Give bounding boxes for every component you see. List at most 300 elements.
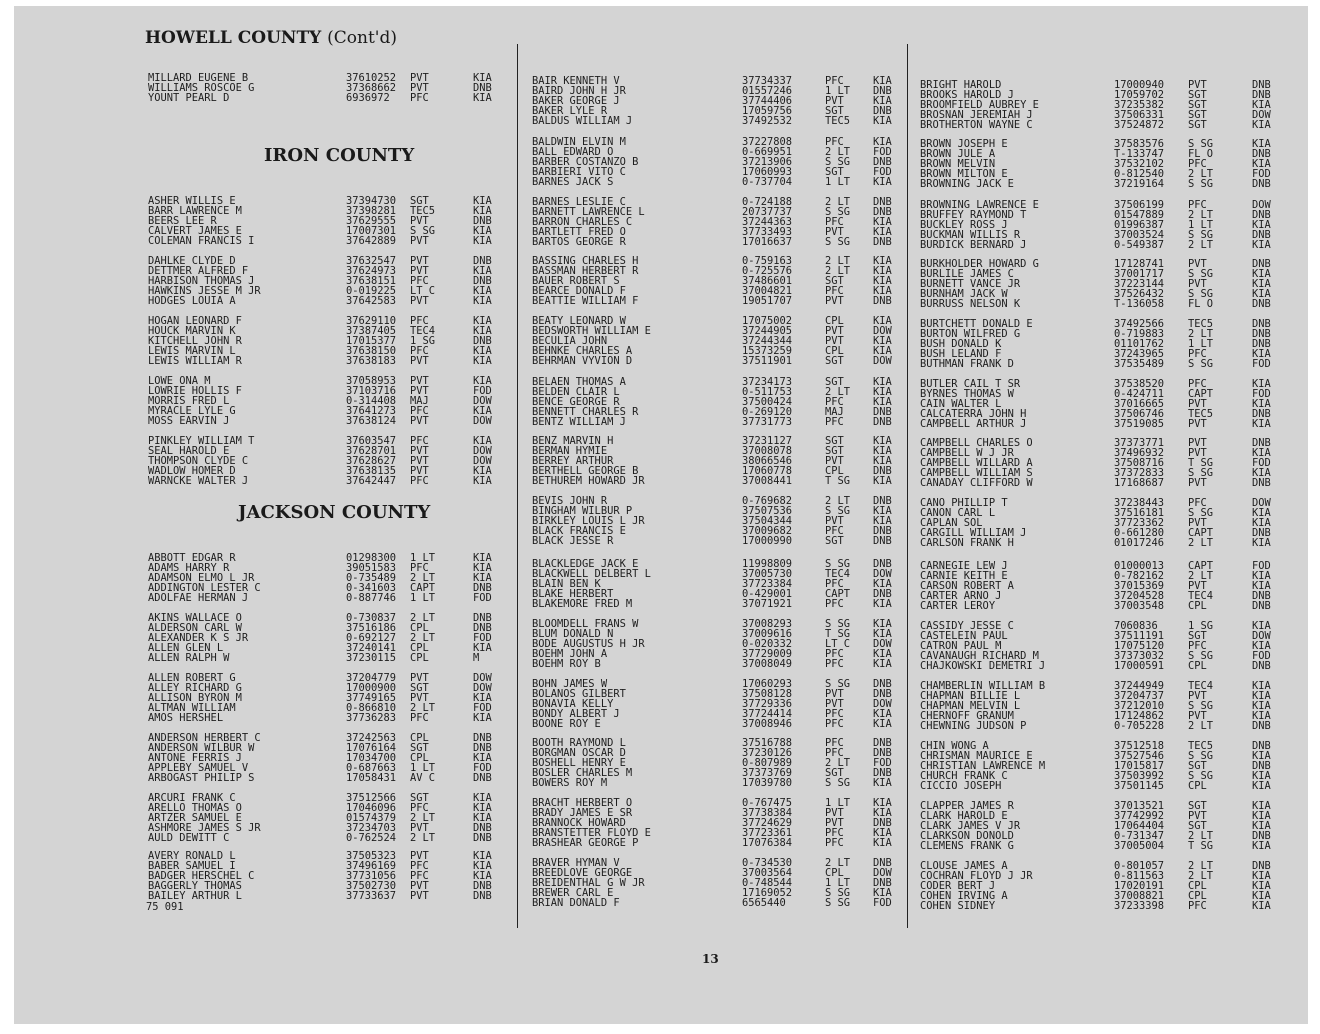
entry-rank: S SG [1188, 750, 1214, 762]
entry-status: DNB [873, 85, 892, 97]
entry-name: CLARK JAMES V JR [920, 820, 1021, 832]
entry-serial: 0-669951 [742, 146, 793, 158]
entry-serial: 0-687663 [346, 762, 397, 774]
entry-name: BRACHT HERBERT O [532, 797, 633, 809]
entry-name: ANTONE FERRIS J [148, 752, 242, 764]
entry-rank: SGT [825, 166, 844, 178]
entry-serial: 37506746 [1114, 408, 1165, 420]
entry-status: KIA [873, 75, 892, 87]
entry-rank: SGT [1188, 89, 1207, 101]
entry-name: BOLANOS GILBERT [532, 688, 626, 700]
entry-name: CLEMENS FRANK G [920, 840, 1014, 852]
entry-name: BEATY LEONARD W [532, 315, 626, 327]
entry-serial: 17015817 [1114, 760, 1165, 772]
entry-status: KIA [1252, 268, 1271, 280]
entry-rank: PFC [410, 275, 429, 287]
entry-serial: 15373259 [742, 345, 793, 357]
entry-serial: 37638135 [346, 465, 397, 477]
entry-rank: S SG [825, 206, 851, 218]
entry-rank: 2 LT [825, 255, 851, 267]
entry-status: DNB [1252, 298, 1271, 310]
entry-serial: 01996387 [1114, 219, 1165, 231]
entry-serial: 17046096 [346, 802, 397, 814]
entry-rank: 2 LT [1188, 209, 1214, 221]
entry-serial: 37219164 [1114, 178, 1165, 190]
entry-status: KIA [1252, 840, 1271, 852]
entry-rank: 2 LT [825, 386, 851, 398]
entry-status: KIA [873, 345, 892, 357]
entry-rank: S SG [825, 887, 851, 899]
entry-rank: LT C [410, 285, 436, 297]
entry-status: KIA [1252, 800, 1271, 812]
entry-rank: SGT [1188, 119, 1207, 131]
entry-status: DOW [873, 867, 892, 879]
entry-status: KIA [473, 235, 492, 247]
entry-name: HODGES LOUIA A [148, 295, 236, 307]
entry-status: FOD [1252, 650, 1271, 662]
entry-rank: PFC [825, 525, 844, 537]
entry-name: ALLISON BYRON M [148, 692, 242, 704]
entry-rank: 2 LT [1188, 239, 1214, 251]
entry-name: BORGMAN OSCAR D [532, 747, 626, 759]
entry-rank: SGT [1188, 99, 1207, 111]
entry-rank: 2 LT [825, 265, 851, 277]
entry-status: KIA [473, 475, 492, 487]
entry-serial: 17059756 [742, 105, 793, 117]
entry-serial: 37387405 [346, 325, 397, 337]
entry-status: DNB [873, 588, 892, 600]
entry-name: BABER SAMUEL I [148, 860, 236, 872]
entry-name: COHEN IRVING A [920, 890, 1008, 902]
entry-serial: 37736283 [346, 712, 397, 724]
entry-status: KIA [1252, 710, 1271, 722]
entry-name: BRASHEAR GEORGE P [532, 837, 639, 849]
entry-rank: PVT [1188, 418, 1207, 430]
entry-rank: PFC [825, 136, 844, 148]
entry-rank: 2 LT [410, 702, 436, 714]
entry-serial: 37013521 [1114, 800, 1165, 812]
entry-status: DNB [1252, 338, 1271, 350]
entry-status: KIA [1252, 870, 1271, 882]
entry-name: CHAPMAN BILLIE L [920, 690, 1021, 702]
entry-name: BEVIS JOHN R [532, 495, 608, 507]
entry-name: BADGER HERSCHEL C [148, 870, 255, 882]
entry-serial: 37492566 [1114, 318, 1165, 330]
entry-rank: CPL [825, 315, 844, 327]
entry-serial: 37373032 [1114, 650, 1165, 662]
entry-serial: 0-724188 [742, 196, 793, 208]
entry-serial: 37234173 [742, 376, 793, 388]
entry-serial: 37638151 [346, 275, 397, 287]
entry-name: BOWERS ROY M [532, 777, 608, 789]
entry-serial: 17060293 [742, 678, 793, 690]
entry-status: KIA [873, 315, 892, 327]
entry-rank: S SG [825, 777, 851, 789]
entry-name: BROOKS HAROLD J [920, 89, 1014, 101]
entry-rank: 2 LT [1188, 570, 1214, 582]
entry-rank: SGT [825, 767, 844, 779]
entry-name: MOSS EARVIN J [148, 415, 230, 427]
entry-rank: PVT [410, 355, 429, 367]
entry-rank: PVT [410, 265, 429, 277]
entry-name: ALDERSON CARL W [148, 622, 242, 634]
entry-rank: CPL [1188, 890, 1207, 902]
entry-name: CHAJKOWSKI DEMETRI J [920, 660, 1046, 672]
entry-status: DNB [873, 877, 892, 889]
entry-status: KIA [1252, 219, 1271, 231]
entry-rank: PVT [825, 295, 844, 307]
entry-name: CHRISMAN MAURICE E [920, 750, 1033, 762]
entry-serial: 37505323 [346, 850, 397, 862]
entry-name: CARSON ROBERT A [920, 580, 1014, 592]
entry-name: LOWE ONA M [148, 375, 211, 387]
entry-status: DNB [1252, 830, 1271, 842]
entry-name: BREWER CARL E [532, 887, 614, 899]
entry-serial: 37015369 [1114, 580, 1165, 592]
entry-rank: PVT [1188, 258, 1207, 270]
entry-serial: 17000591 [1114, 660, 1165, 672]
entry-name: BROWN MILTON E [920, 168, 1008, 180]
entry-rank: PVT [825, 325, 844, 337]
entry-name: BRUFFEY RAYMOND T [920, 209, 1027, 221]
entry-serial: 0-424711 [1114, 388, 1165, 400]
entry-name: BOEHM JOHN A [532, 648, 608, 660]
entry-serial: 37496169 [346, 860, 397, 872]
entry-status: FOD [1252, 457, 1271, 469]
entry-status: KIA [1252, 690, 1271, 702]
entry-rank: 2 LT [410, 632, 436, 644]
entry-status: KIA [473, 870, 492, 882]
entry-status: KIA [873, 255, 892, 267]
entry-serial: 37742992 [1114, 810, 1165, 822]
entry-name: BERREY ARTHUR [532, 455, 614, 467]
entry-status: KIA [1252, 620, 1271, 632]
entry-name: LEWIS MARVIN L [148, 345, 236, 357]
entry-status: KIA [873, 435, 892, 447]
entry-serial: 17034700 [346, 752, 397, 764]
entry-serial: 37642583 [346, 295, 397, 307]
entry-name: CARGILL WILLIAM J [920, 527, 1027, 539]
entry-rank: S SG [1188, 700, 1214, 712]
entry-status: KIA [873, 837, 892, 849]
entry-name: HAWKINS JESSE M JR [148, 285, 261, 297]
entry-status: KIA [473, 205, 492, 217]
entry-name: CHEWNING JUDSON P [920, 720, 1027, 732]
entry-name: LOWRIE HOLLIS F [148, 385, 242, 397]
entry-serial: 0-807989 [742, 757, 793, 769]
entry-serial: 37638150 [346, 345, 397, 357]
entry-rank: 2 LT [825, 757, 851, 769]
county-name: HOWELL COUNTY [145, 28, 322, 48]
entry-rank: CPL [1188, 780, 1207, 792]
entry-serial: 37496932 [1114, 447, 1165, 459]
entry-name: BENNETT CHARLES R [532, 406, 639, 418]
entry-status: KIA [873, 216, 892, 228]
entry-serial: 0-719883 [1114, 328, 1165, 340]
entry-rank: SGT [825, 376, 844, 388]
entry-rank: CPL [410, 622, 429, 634]
entry-status: KIA [873, 275, 892, 287]
entry-rank: PVT [410, 465, 429, 477]
entry-name: BECULIA JOHN [532, 335, 608, 347]
entry-rank: S SG [1188, 358, 1214, 370]
entry-rank: TEC5 [1188, 318, 1214, 330]
entry-serial: 01557246 [742, 85, 793, 97]
entry-name: BIRKLEY LOUIS L JR [532, 515, 645, 527]
entry-name: BLACKWELL DELBERT L [532, 568, 651, 580]
entry-status: DNB [873, 156, 892, 168]
entry-rank: PFC [410, 870, 429, 882]
entry-name: YOUNT PEARL D [148, 92, 230, 104]
entry-rank: PFC [825, 658, 844, 670]
entry-name: BOSLER CHARLES M [532, 767, 633, 779]
entry-status: M [473, 652, 480, 664]
entry-name: BELDEN CLAIR L [532, 386, 620, 398]
entry-status: DNB [873, 535, 892, 547]
entry-serial: 37526432 [1114, 288, 1165, 300]
entry-serial: 0-767475 [742, 797, 793, 809]
entry-serial: 37516186 [346, 622, 397, 634]
entry-rank: PFC [410, 802, 429, 814]
entry-name: BURDICK BERNARD J [920, 239, 1027, 251]
entry-status: KIA [473, 195, 492, 207]
entry-serial: 37642889 [346, 235, 397, 247]
entry-status: FOD [473, 702, 492, 714]
entry-name: BURNHAM JACK W [920, 288, 1008, 300]
entry-rank: 2 LT [825, 196, 851, 208]
entry-serial: 37723362 [1114, 517, 1165, 529]
entry-rank: 1 LT [825, 85, 851, 97]
entry-status: KIA [473, 792, 492, 804]
entry-name: BARNES LESLIE C [532, 196, 626, 208]
entry-name: BAILEY ARTHUR L [148, 890, 242, 902]
entry-name: CAMPBELL ARTHUR J [920, 418, 1027, 430]
entry-serial: 0-511753 [742, 386, 793, 398]
entry-status: KIA [473, 850, 492, 862]
entry-rank: CPL [1188, 880, 1207, 892]
entry-status: DNB [473, 215, 492, 227]
entry-name: ABBOTT EDGAR R [148, 552, 236, 564]
entry-name: CASTELEIN PAUL [920, 630, 1008, 642]
entry-name: CHERNOFF GRANUM [920, 710, 1014, 722]
entry-status: DNB [1252, 408, 1271, 420]
entry-name: BASSMAN HERBERT R [532, 265, 639, 277]
entry-status: KIA [473, 405, 492, 417]
entry-status: DOW [473, 395, 492, 407]
entry-rank: TEC4 [1188, 590, 1214, 602]
entry-status: DNB [873, 678, 892, 690]
entry-serial: 37641273 [346, 405, 397, 417]
entry-rank: 2 LT [825, 146, 851, 158]
entry-rank: SGT [410, 792, 429, 804]
entry-name: HARBISON THOMAS J [148, 275, 255, 287]
entry-rank: S SG [825, 505, 851, 517]
entry-serial: 17015377 [346, 335, 397, 347]
entry-name: ALLEN ROBERT G [148, 672, 236, 684]
entry-rank: T SG [1188, 840, 1214, 852]
entry-name: HOUCK MARVIN K [148, 325, 236, 337]
entry-status: DOW [873, 355, 892, 367]
entry-serial: 37008441 [742, 475, 793, 487]
entry-status: FOD [473, 632, 492, 644]
entry-status: KIA [1252, 378, 1271, 390]
entry-rank: PVT [825, 335, 844, 347]
entry-status: DNB [1252, 148, 1271, 160]
entry-status: DNB [1252, 600, 1271, 612]
entry-rank: 1 LT [410, 762, 436, 774]
entry-status: KIA [1252, 138, 1271, 150]
entry-serial: 37004821 [742, 285, 793, 297]
entry-rank: PVT [825, 688, 844, 700]
entry-serial: 37506331 [1114, 109, 1165, 121]
entry-status: DNB [873, 688, 892, 700]
entry-rank: 1 LT [1188, 219, 1214, 231]
entry-name: BURTCHETT DONALD E [920, 318, 1033, 330]
entry-status: KIA [873, 285, 892, 297]
entry-status: DNB [1252, 229, 1271, 241]
entry-status: KIA [1252, 288, 1271, 300]
entry-name: BEARCE DONALD F [532, 285, 626, 297]
entry-status: KIA [873, 475, 892, 487]
entry-name: BARNETT LAWRENCE L [532, 206, 645, 218]
entry-serial: 17075120 [1114, 640, 1165, 652]
entry-status: KIA [873, 718, 892, 730]
entry-rank: S SG [1188, 770, 1214, 782]
entry-serial: 0-705228 [1114, 720, 1165, 732]
entry-status: DNB [1252, 209, 1271, 221]
entry-status: KIA [473, 812, 492, 824]
entry-rank: TEC5 [1188, 408, 1214, 420]
entry-rank: S SG [1188, 229, 1214, 241]
entry-name: BARNES JACK S [532, 176, 614, 188]
entry-name: BENTZ WILLIAM J [532, 416, 626, 428]
entry-name: BROWN JULE A [920, 148, 996, 160]
entry-status: KIA [873, 386, 892, 398]
entry-status: DNB [1252, 318, 1271, 330]
entry-name: BASSING CHARLES H [532, 255, 639, 267]
entry-name: BROWNING JACK E [920, 178, 1014, 190]
entry-serial: 37005004 [1114, 840, 1165, 852]
entry-rank: PFC [410, 712, 429, 724]
entry-rank: S SG [825, 678, 851, 690]
entry-serial: 39051583 [346, 562, 397, 574]
entry-name: BEDSWORTH WILLIAM E [532, 325, 651, 337]
entry-rank: PFC [410, 92, 429, 104]
entry-rank: PVT [410, 850, 429, 862]
entry-rank: 2 LT [825, 495, 851, 507]
entry-name: CLAPPER JAMES R [920, 800, 1014, 812]
entry-serial: 37724629 [742, 817, 793, 829]
entry-name: BOSHELL HENRY E [532, 757, 626, 769]
entry-status: KIA [873, 515, 892, 527]
entry-status: DNB [873, 295, 892, 307]
entry-status: KIA [473, 355, 492, 367]
entry-serial: 37204779 [346, 672, 397, 684]
section-heading-iron: IRON COUNTY [264, 145, 415, 166]
entry-serial: 37506199 [1114, 199, 1165, 211]
entry-name: BARBIERI VITO C [532, 166, 626, 178]
entry-rank: PFC [825, 648, 844, 660]
entry-name: THOMPSON CLYDE C [148, 455, 249, 467]
entry-rank: PFC [825, 75, 844, 87]
entry-rank: PVT [825, 515, 844, 527]
entry-status: DNB [1252, 660, 1271, 672]
entry-status: KIA [473, 345, 492, 357]
entry-name: BRIAN DONALD F [532, 897, 620, 909]
entry-status: KIA [473, 375, 492, 387]
entry-rank: PVT [410, 215, 429, 227]
entry-serial: 37368662 [346, 82, 397, 94]
entry-name: BEERS LEE R [148, 215, 217, 227]
entry-rank: PVT [1188, 437, 1207, 449]
entry-name: LEWIS WILLIAM R [148, 355, 242, 367]
entry-serial: 20737737 [742, 206, 793, 218]
entry-rank: S SG [410, 225, 436, 237]
entry-status: KIA [1252, 640, 1271, 652]
entry-serial: 37009682 [742, 525, 793, 537]
entry-serial: 17058431 [346, 772, 397, 784]
entry-rank: PFC [410, 405, 429, 417]
entry-name: BELAEN THOMAS A [532, 376, 626, 388]
entry-name: ALLEN RALPH W [148, 652, 230, 664]
entry-rank: SGT [825, 535, 844, 547]
entry-rank: 1 LT [410, 552, 436, 564]
entry-rank: CPL [825, 867, 844, 879]
entry-serial: 17000990 [742, 535, 793, 547]
entry-status: KIA [1252, 507, 1271, 519]
entry-status: DNB [473, 582, 492, 594]
entry-status: FOD [873, 757, 892, 769]
entry-serial: 37233398 [1114, 900, 1165, 912]
entry-rank: S SG [1188, 268, 1214, 280]
entry-name: ADAMS HARRY R [148, 562, 230, 574]
entry-serial: 0-866810 [346, 702, 397, 714]
entry-serial: 17016637 [742, 236, 793, 248]
entry-rank: CPL [825, 465, 844, 477]
entry-name: CAMPBELL CHARLES O [920, 437, 1033, 449]
entry-rank: CAPT [825, 588, 851, 600]
entry-status: DNB [473, 742, 492, 754]
entry-rank: PVT [1188, 477, 1207, 489]
entry-status: KIA [473, 92, 492, 104]
entry-name: WILLIAMS ROSCOE G [148, 82, 255, 94]
entry-serial: 17076384 [742, 837, 793, 849]
entry-name: CAPLAN SOL [920, 517, 983, 529]
entry-status: DNB [873, 817, 892, 829]
entry-rank: PVT [410, 82, 429, 94]
entry-name: BALDWIN ELVIN M [532, 136, 626, 148]
entry-rank: TEC5 [1188, 740, 1214, 752]
entry-name: BLACK FRANCIS E [532, 525, 626, 537]
entry-serial: 37512566 [346, 792, 397, 804]
entry-name: BALDUS WILLIAM J [532, 115, 633, 127]
entry-rank: 2 LT [410, 812, 436, 824]
entry-serial: 37008946 [742, 718, 793, 730]
entry-rank: 2 LT [410, 832, 436, 844]
entry-status: KIA [873, 807, 892, 819]
entry-serial: 0-725576 [742, 265, 793, 277]
entry-rank: T SG [1188, 457, 1214, 469]
entry-status: KIA [473, 860, 492, 872]
entry-serial: 17020191 [1114, 880, 1165, 892]
entry-serial: 0-549387 [1114, 239, 1165, 251]
entry-status: DNB [1252, 79, 1271, 91]
entry-rank: PVT [1188, 447, 1207, 459]
entry-rank: S SG [825, 236, 851, 248]
entry-serial: 37238443 [1114, 497, 1165, 509]
entry-status: DNB [873, 465, 892, 477]
section-heading-jackson: JACKSON COUNTY [238, 502, 431, 523]
